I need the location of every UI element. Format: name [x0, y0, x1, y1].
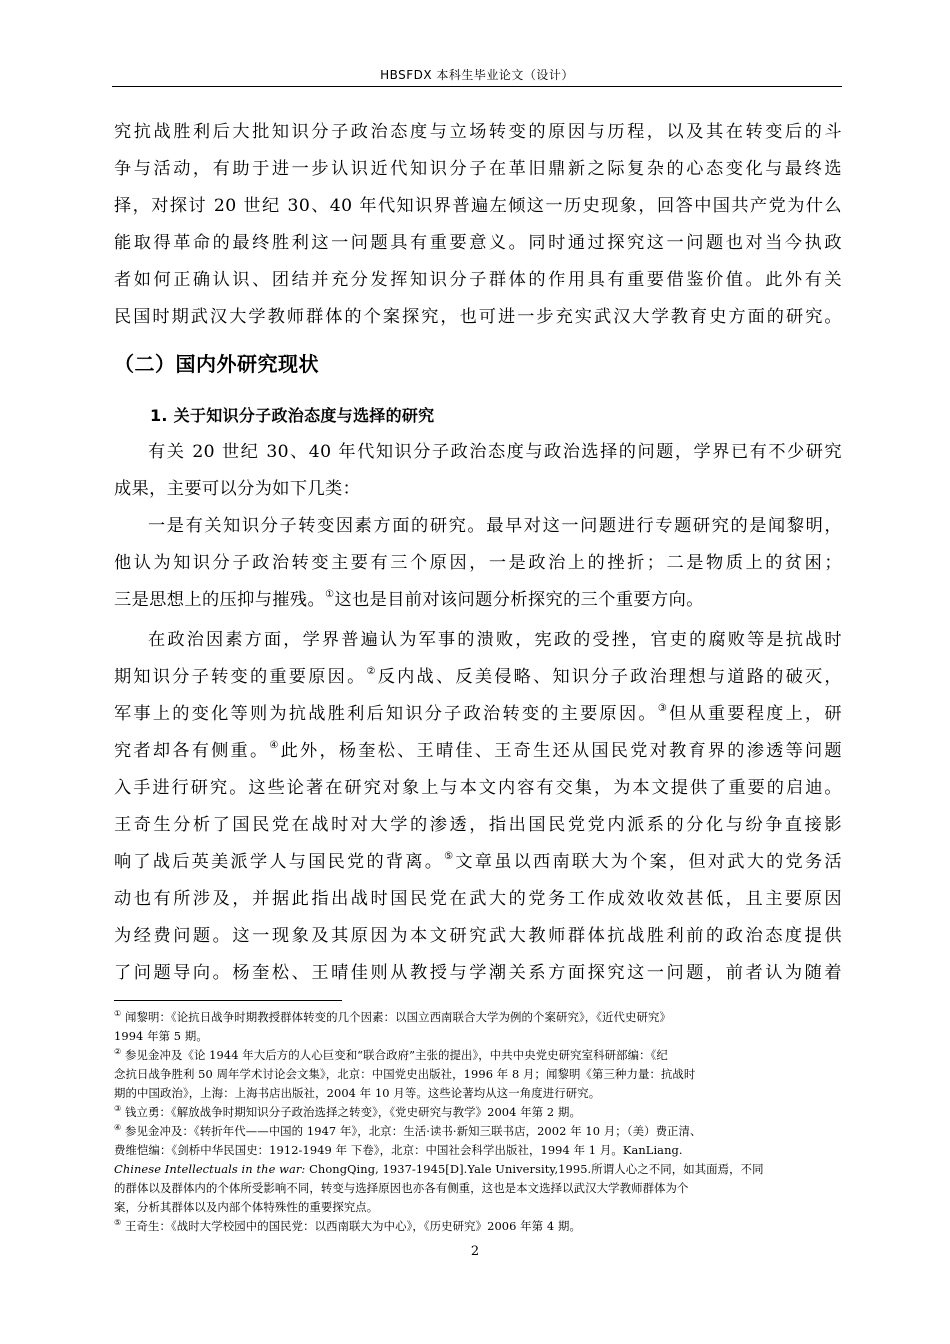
paragraph-3-line-8: 动也有所涉及，并据此指出战时国民党在武大的党务工作成效收效甚低，且主要原因 — [114, 889, 842, 909]
sub-heading: 1. 关于知识分子政治态度与选择的研究 — [150, 406, 435, 425]
paragraph-3-line-3: 军事上的变化等则为抗战胜利后知识分子政治转变的主要原因。③但从重要程度上，研 — [114, 703, 842, 724]
footnote-4-line-1: ④ 参见金冲及：《转折年代——中国的 1947 年》，北京：生活·读书·新知三联书店，2002 年 10 月；（美）费正清、 — [114, 1123, 702, 1138]
section-heading: （二）国内外研究现状 — [114, 352, 319, 376]
footnote-4-line-3: Chinese Intellectuals in the war: ChongQing, 1937-1945[D].Yale University,1995.所谓人心之不同，如其面焉，不同 — [114, 1162, 764, 1176]
paragraph-3-line-5: 入手进行研究。这些论著在研究对象上与本文内容有交集，为本文提供了重要的启迪。 — [114, 778, 842, 798]
footnote-3-line-1: ③ 钱立勇：《解放战争时期知识分子政治选择之转变》，《党史研究与教学》2004 年第 2 期。 — [114, 1104, 581, 1119]
paragraph-3-line-10: 了问题导向。杨奎松、王晴佳则从教授与学潮关系方面探究这一问题，前者认为随着 — [114, 963, 842, 983]
footnote-2-line-3: 期的中国政治》，上海：上海书店出版社，2004 年 10 月等。这些论著均从这一角度进行研究。 — [114, 1086, 601, 1100]
footnote-separator — [114, 1000, 342, 1001]
footnote-2-line-2: 念抗日战争胜利 50 周年学术讨论会文集》，北京：中国党史出版社，1996 年 8 月；闻黎明《第三种力量：抗战时 — [114, 1067, 696, 1081]
page-number: 2 — [470, 1244, 480, 1259]
paragraph-1-line-1: 有关 20 世纪 30、40 年代知识分子政治态度与政治选择的问题，学界已有不少研究 — [148, 442, 842, 462]
paragraph-3-line-4: 究者却各有侧重。④此外，杨奎松、王晴佳、王奇生还从国民党对教育界的渗透等问题 — [114, 740, 842, 761]
paragraph-3-line-1: 在政治因素方面，学界普遍认为军事的溃败，宪政的受挫，官吏的腐败等是抗战时 — [148, 630, 842, 650]
footnote-1-line-1: ① 闻黎明：《论抗日战争时期教授群体转变的几个因素：以国立西南联合大学为例的个案研究》，《近代史研究》 — [114, 1009, 671, 1024]
header-rule — [112, 86, 842, 87]
intro-line-3: 择，对探讨 20 世纪 30、40 年代知识界普遍左倾这一历史现象，回答中国共产党为什么 — [114, 196, 842, 216]
footnote-1-line-2: 1994 年第 5 期。 — [114, 1029, 208, 1043]
footnote-4-line-5: 案，分析其群体以及内部个体特殊性的重要探究点。 — [114, 1200, 379, 1214]
intro-line-6: 民国时期武汉大学教师群体的个案探究，也可进一步充实武汉大学教育史方面的研究。 — [114, 307, 842, 327]
footnote-ref-2[interactable]: ② — [366, 666, 378, 677]
paragraph-3-line-6: 王奇生分析了国民党在战时对大学的渗透，指出国民党党内派系的分化与纷争直接影 — [114, 815, 842, 835]
intro-line-1: 究抗战胜利后大批知识分子政治态度与立场转变的原因与历程，以及其在转变后的斗 — [114, 122, 842, 142]
footnote-ref-1[interactable]: ① — [325, 589, 335, 600]
paragraph-3-line-7: 响了战后英美派学人与国民党的背离。⑤文章虽以西南联大为个案，但对武大的党务活 — [114, 851, 842, 872]
paragraph-2-line-1: 一是有关知识分子转变因素方面的研究。最早对这一问题进行专题研究的是闻黎明， — [148, 516, 842, 536]
footnote-4-line-2: 费维恺编：《剑桥中华民国史：1912-1949 年 下卷》，北京：中国社会科学出版社，1994 年 1 月。KanLiang. — [114, 1143, 683, 1157]
paragraph-3-line-2: 期知识分子转变的重要原因。②反内战、反美侵略、知识分子政治理想与道路的破灭， — [114, 666, 842, 687]
intro-line-5: 者如何正确认识、团结并充分发挥知识分子群体的作用具有重要借鉴价值。此外有关 — [114, 270, 842, 290]
paragraph-3-line-9: 为经费问题。这一现象及其原因为本文研究武大教师群体抗战胜利前的政治态度提供 — [114, 926, 842, 946]
footnote-ref-3[interactable]: ③ — [657, 703, 670, 714]
intro-line-2: 争与活动，有助于进一步认识近代知识分子在革旧鼎新之际复杂的心态变化与最终选 — [114, 159, 842, 179]
paragraph-2-line-3: 三是思想上的压抑与摧残。①这也是目前对该问题分析探究的三个重要方向。 — [114, 589, 704, 610]
paragraph-1-line-2: 成果，主要可以分为如下几类： — [114, 479, 361, 499]
footnote-5-line-1: ⑤ 王奇生：《战时大学校园中的国民党：以西南联大为中心》，《历史研究》2006 年第 4 期。 — [114, 1218, 581, 1233]
intro-line-4: 能取得革命的最终胜利这一问题具有重要意义。同时通过探究这一问题也对当今执政 — [114, 233, 842, 253]
footnote-ref-4[interactable]: ④ — [269, 740, 281, 751]
page-header: HBSFDX 本科生毕业论文（设计） — [380, 68, 574, 82]
footnote-2-line-1: ② 参见金冲及《论 1944 年大后方的人心巨变和“联合政府”主张的提出》，中共中央党史研究室科研部编：《纪 — [114, 1047, 668, 1062]
footnote-4-line-4: 的群体以及群体内的个体所受影响不同，转变与选择原因也亦各有侧重，这也是本文选择以武汉大学教师群体为个 — [114, 1181, 689, 1195]
paragraph-2-line-2: 他认为知识分子政治转变主要有三个原因，一是政治上的挫折；二是物质上的贫困； — [114, 553, 842, 573]
footnote-ref-5[interactable]: ⑤ — [444, 851, 456, 862]
